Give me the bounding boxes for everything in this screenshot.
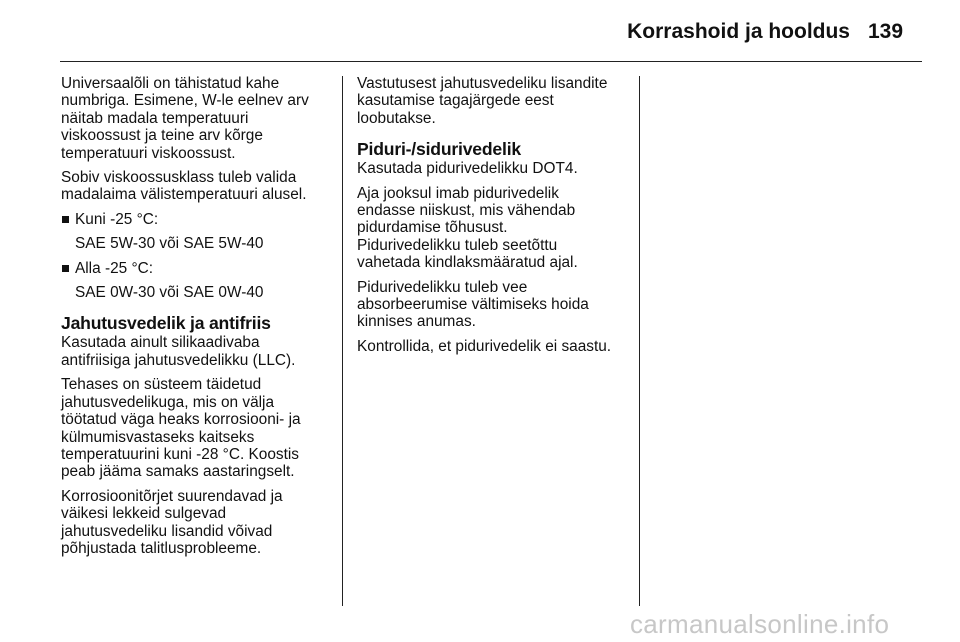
paragraph-storage: Pidurivedelikku tuleb vee absorbeerumise vältimiseks hoida kinnises anumas. <box>357 278 589 331</box>
header-divider <box>60 61 922 62</box>
section-title: Korrashoid ja hooldus <box>627 20 850 43</box>
watermark-text: carmanualsonline.info <box>630 609 890 639</box>
bullet-label: Alla -25 °C: <box>75 259 154 277</box>
bullet-item <box>61 260 339 277</box>
bullet-item <box>61 211 339 228</box>
bullet-value: SAE 0W-30 või SAE 0W-40 <box>75 284 264 302</box>
page-number: 139 <box>868 20 904 43</box>
paragraph-moisture: Aja jooksul imab pidurivedelik endasse niiskust, mis vähendab pidurdamise tõhusust. Pidurivedelikku tuleb seetõttu vahetada kindlaksmääratud ajal. <box>357 184 578 272</box>
paragraph-liability: Vastutusest jahutusvedeliku lisandite kasutamise tagajärgede eest loobutakse. <box>357 75 608 127</box>
paragraph-contamination: Kontrollida, et pidurivedelik ei saastu. <box>357 337 612 355</box>
column-divider-1 <box>342 76 343 606</box>
paragraph-dot4: Kasutada pidurivedelikku DOT4. <box>357 160 578 178</box>
text-column-1 <box>61 75 339 564</box>
bullet-value: SAE 5W-30 või SAE 5W-40 <box>75 235 264 253</box>
paragraph-factory-fill: Tehases on süsteem täidetud jahutusvedelikuga, mis on välja töötatud väga heaks korrosiooni- ja külmumisvastaseks kaitseks temperatuurini kuni -28 °C. Koostis peab jääma samaks aastaringselt. <box>61 376 301 481</box>
bullet-square-icon <box>62 265 69 272</box>
paragraph-multigrade-oil: Universaalõli on tähistatud kahe numbriga. Esimene, W-le eelnev arv näitab madala temperatuuri viskoossust ja teine arv kõrge temperatuuri viskoossust. <box>61 75 309 162</box>
text-column-2 <box>357 75 637 362</box>
column-divider-2 <box>639 76 640 606</box>
heading-brake-fluid: Piduri-/sidurivedelik <box>357 139 521 160</box>
bullet-square-icon <box>62 216 69 223</box>
paragraph-coolant-type: Kasutada ainult silikaadivaba antifriisiga jahutusvedelikku (LLC). <box>61 334 296 369</box>
heading-coolant: Jahutusvedelik ja antifriis <box>61 313 271 334</box>
bullet-label: Kuni -25 °C: <box>75 210 159 228</box>
paragraph-viscosity-class: Sobiv viskoossusklass tuleb valida madalaima välistemperatuuri alusel. <box>61 169 307 204</box>
paragraph-additives-warning: Korrosioonitõrjet suurendavad ja väikesi lekkeid sulgevad jahutusvedeliku lisandid võivad põhjustada talitlusprobleeme. <box>61 487 283 557</box>
